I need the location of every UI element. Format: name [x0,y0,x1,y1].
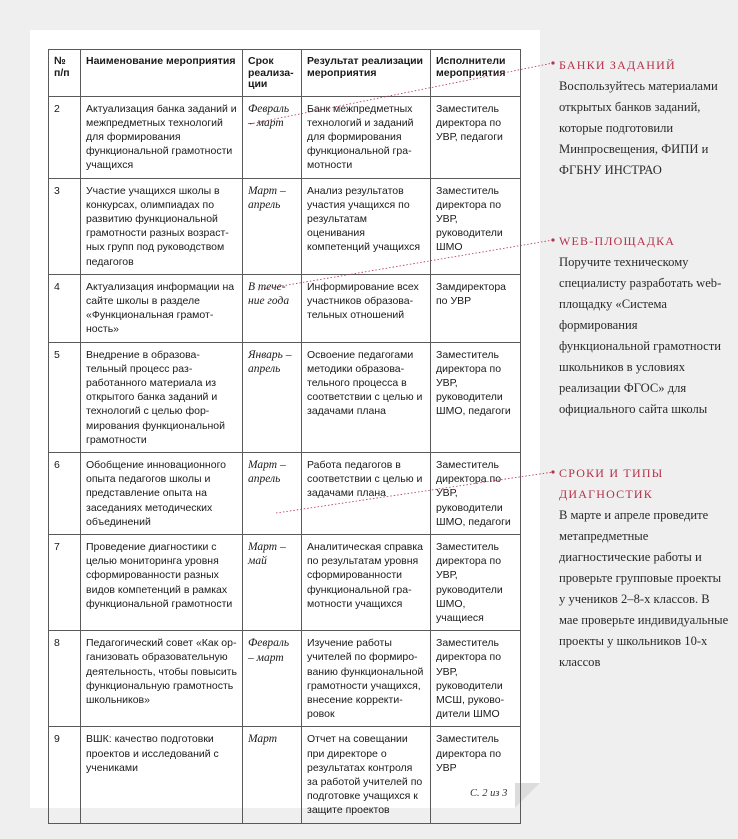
leader-dot-banks [551,61,554,64]
table-row [49,178,521,274]
header-term: Срок реализации [243,50,302,97]
row-result: Банк межпредметных технологий и заданий для формирования функциональной грамотности [302,96,431,178]
row-result: Изучение работы учителей по формированию функциональной грамотности учащихся, внесение корректировок [302,631,431,727]
row-term: Март – май [243,534,302,630]
row-result: Работа педагогов в соответствии с целью и задачами плана [302,452,431,534]
row-activity: Внедрение в образовательный процесс разработанного материала из открытого банка заданий и технологий с целью формирования функциональной грамотности [81,342,243,452]
row-number: 6 [49,452,81,534]
row-term: Март [243,727,302,823]
row-result: Анализ результатов участия учащихся по результатам оценивания компетенций учащихся [302,178,431,274]
page-number: С. 2 из 3 [470,788,508,799]
header-result: Результат реализации мероприятия [302,50,431,97]
row-number: 3 [49,178,81,274]
row-executors: Заместитель директора по УВР [431,727,521,823]
row-executors: Замдиректора по УВР [431,274,521,342]
side-note-title: WEB-ПЛОЩАДКА [559,234,676,248]
row-term: Март – апрель [243,178,302,274]
row-number: 8 [49,631,81,727]
side-note-text: В марте и апреле проведите метапредметные диагностические работы и проверьте групповые проекты у учеников 2–8-х классов. В мае проверьте индивидуальные проекты у школьников 10-х классов [559,508,729,669]
row-executors: Заместитель директора по УВР, руководители ШМО [431,178,521,274]
header-executors: Исполнители мероприятия [431,50,521,97]
side-note-title: СРОКИ И ТИПЫ ДИАГНОСТИК [559,466,664,501]
table-row [49,631,521,727]
row-activity: Актуализация банка заданий и межпредметных технологий для формирования функциональной грамотности учащихся [81,96,243,178]
side-note-banks [559,55,729,181]
side-note-text: Поручите техническому специалисту разработать web-площадку «Система формирования функциональной грамотности школьников в условиях реализации ФГОС» для официального сайта школы [559,255,722,416]
row-result: Освоение педагогами методики образовательного процесса в соответствии с целью и задачами плана [302,342,431,452]
row-number: 2 [49,96,81,178]
leader-dot-diagnostics [551,470,554,473]
table-row [49,342,521,452]
leader-dot-web [551,238,554,241]
row-term: В течение года [243,274,302,342]
side-note-title: БАНКИ ЗАДАНИЙ [559,58,676,72]
row-activity: Обобщение инновационного опыта педагогов школы и представление опыта на заседаниях методических объединений [81,452,243,534]
side-note-diagnostics [559,463,729,673]
row-activity: Педагогический совет «Как организовать образовательную деятельность, чтобы повысить функциональную грамотность школьников» [81,631,243,727]
row-number: 5 [49,342,81,452]
table-header-row [49,50,521,97]
row-result: Аналитическая справка по результатам уровня сформированности функциональной грамотности учащихся [302,534,431,630]
row-term: Февраль – март [243,96,302,178]
side-note-web [559,231,729,420]
header-activity-name: Наименование мероприятия [81,50,243,97]
header-number: № п/п [49,50,81,97]
row-executors: Заместитель директора по УВР, педагоги [431,96,521,178]
row-term: Март – апрель [243,452,302,534]
row-activity: ВШК: качество подготовки проектов и исследований с учениками [81,727,243,823]
activity-plan-table [48,49,521,824]
row-number: 7 [49,534,81,630]
row-activity: Участие учащихся школы в конкурсах, олимпиадах по развитию функциональной грамотности разных возрастных групп под руководством педагогов [81,178,243,274]
row-number: 9 [49,727,81,823]
row-result: Отчет на совещании при директоре о результатах контроля за работой учителей по подготовке учащихся к защите проектов [302,727,431,823]
row-activity: Проведение диагностики с целью мониторинга уровня сформированности разных видов компетенций в рамках функциональной грамотности [81,534,243,630]
row-result: Информирование всех участников образовательных отношений [302,274,431,342]
row-term: Февраль – март [243,631,302,727]
table-row [49,534,521,630]
row-executors: Заместитель директора по УВР, руководители ШМО, педагоги [431,452,521,534]
table-row [49,727,521,823]
table-row [49,96,521,178]
row-number: 4 [49,274,81,342]
table-row [49,452,521,534]
row-executors: Заместитель директора по УВР, руководители МСШ, руководители ШМО [431,631,521,727]
row-term: Январь – апрель [243,342,302,452]
table-row [49,274,521,342]
row-activity: Актуализация информации на сайте школы в разделе «Функциональная грамотность» [81,274,243,342]
row-executors: Заместитель директора по УВР, руководители ШМО, педагоги [431,342,521,452]
row-executors: Заместитель директора по УВР, руководители ШМО, учащиеся [431,534,521,630]
side-note-text: Воспользуйтесь материалами открытых банков заданий, которые подготовили Минпросвещения, ФИПИ и ФГБНУ ИНСТРАО [559,79,718,177]
